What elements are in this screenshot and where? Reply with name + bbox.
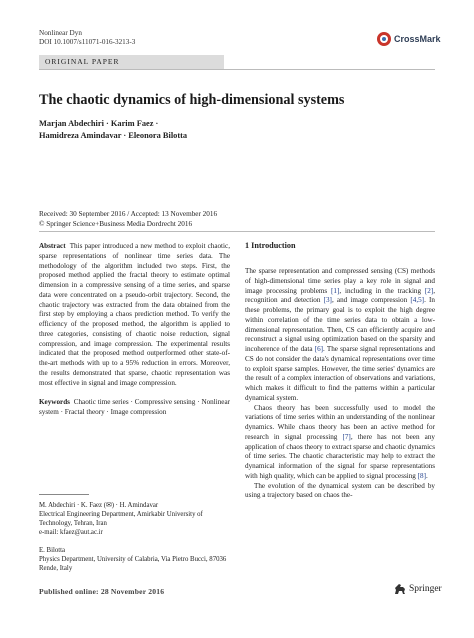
- crossmark-badge[interactable]: [377, 32, 441, 46]
- abstract: [39, 242, 230, 388]
- affiliation-names-2: E. Bilotta: [39, 547, 66, 554]
- citation-link[interactable]: [6]: [314, 345, 324, 353]
- authors-line-2: Hamidreza Amindavar · Eleonora Bilotta: [39, 131, 188, 140]
- author-list: [39, 118, 187, 142]
- header-divider: [39, 69, 435, 70]
- abstract-text: This paper introduced a new method to exploit chaotic, sparse representations of nonlinear time series data. The methodology of the algorithm included two steps. First, the proposed method applied the fractal theory to estimate optimal dimension in a compressive sensing of a time series, and sparse data were concentrated on a pseudo-orbit trajectory. Second, the chaotic trajectory was extracted from the data obtained from the first step by employing a chaos prediction method. To verify the efficiency of the proposed method, the algorithm is applied to three categories, consisting of chaotic noise reduction, signal compression, and image compression. The experimental results indicated that the proposed method outperformed other state-of-the-art methods with up to a 95% reduction in errors. Moreover, the results demonstrated that sparse, chaotic representation was most effective in signal and image compression.: [39, 242, 230, 387]
- citation-link[interactable]: [2]: [424, 286, 434, 295]
- affiliation-divider: [39, 494, 89, 495]
- crossmark-label: CrossMark: [394, 34, 441, 44]
- left-column: [39, 242, 230, 418]
- journal-name: Nonlinear Dyn: [39, 29, 82, 37]
- intro-paragraph-1: The sparse representation and compressed sensing (CS) methods of high-dimensional time series play a key role in signal and image processing problems [1], including in the tracking [2], recognition and detection [3], and image compression [4,5]. In these problems, the primary goal is to exploit the high degree within correlation of the time series data to obtain a low-dimensional representation. Then, CS can efficiently acquire and reconstruct a signal using optimization based on the sparsity and incoherence of the data [6]. The sparse signal representations and CS do not consider the data's dynamical representations over time to exploit sparse samples. However, the time series' dynamics are the result of a complex interaction of observations and variations, which makes it difficult to find the patterns within a particular dynamical system.: [245, 267, 436, 402]
- section-heading-introduction: 1 Introduction: [245, 241, 296, 250]
- journal-header: [39, 29, 135, 47]
- citation-link[interactable]: [3]: [323, 296, 332, 305]
- affiliation-names-1: M. Abdechiri · K. Faez (✉) · H. Amindavar: [39, 502, 159, 509]
- corresponding-email[interactable]: e-mail: kfaez@aut.ac.ir: [39, 529, 103, 536]
- paper-title: The chaotic dynamics of high-dimensional systems: [39, 92, 345, 108]
- springer-label: Springer: [409, 584, 442, 594]
- citation-link[interactable]: [4,5]: [410, 296, 425, 305]
- copyright: © Springer Science+Business Media Dordrecht 2016: [39, 219, 193, 228]
- springer-logo: [393, 583, 442, 595]
- keywords-text: Chaotic time series · Compressive sensing · Nonlinear system · Fractal theory · Image compression: [39, 398, 230, 416]
- citation-link[interactable]: [7]: [342, 432, 351, 441]
- affiliation-dept-2: Physics Department, University of Calabria, Via Pietro Bucci, 87036 Rende, Italy: [39, 556, 227, 572]
- authors-line-1: Marjan Abdechiri · Karim Faez ·: [39, 119, 159, 128]
- keywords-label: Keywords: [39, 398, 70, 407]
- affiliation-dept-1: Electrical Engineering Department, Amirkabir University of Technology, Tehran, Iran: [39, 511, 203, 527]
- intro-paragraph-3: The evolution of the dynamical system can be described by using a trajectory based on chaos the-: [245, 481, 435, 500]
- keywords: [39, 398, 230, 418]
- paper-type-banner: ORIGINAL PAPER: [39, 55, 224, 69]
- abstract-label: Abstract: [39, 242, 66, 250]
- doi[interactable]: DOI 10.1007/s11071-016-3213-3: [39, 38, 136, 46]
- intro-paragraph-2: Chaos theory has been successfully used to model the variations of time series within an understanding of the nonlinear dynamics. While chaos theory has been an active method for research in signal processing [7], there has not been any application of chaos theory to extract sparse and chaotic dynamics of time series. The chaotic characteristic may help to extract the dynamical information of the signal for sparse representations with high quality, which can be applied to signal processing [8].: [245, 403, 435, 480]
- dates-divider: [39, 231, 435, 232]
- citation-link[interactable]: [1]: [331, 286, 340, 295]
- springer-horse-icon: [393, 583, 407, 595]
- affiliations: [39, 501, 229, 582]
- published-online: Published online: 28 November 2016: [39, 587, 165, 596]
- right-column: [245, 267, 435, 501]
- publication-dates: [39, 210, 217, 229]
- received-accepted: Received: 30 September 2016 / Accepted: 13 November 2016: [39, 210, 218, 218]
- citation-link[interactable]: [8]: [417, 471, 426, 480]
- crossmark-icon: [377, 32, 391, 46]
